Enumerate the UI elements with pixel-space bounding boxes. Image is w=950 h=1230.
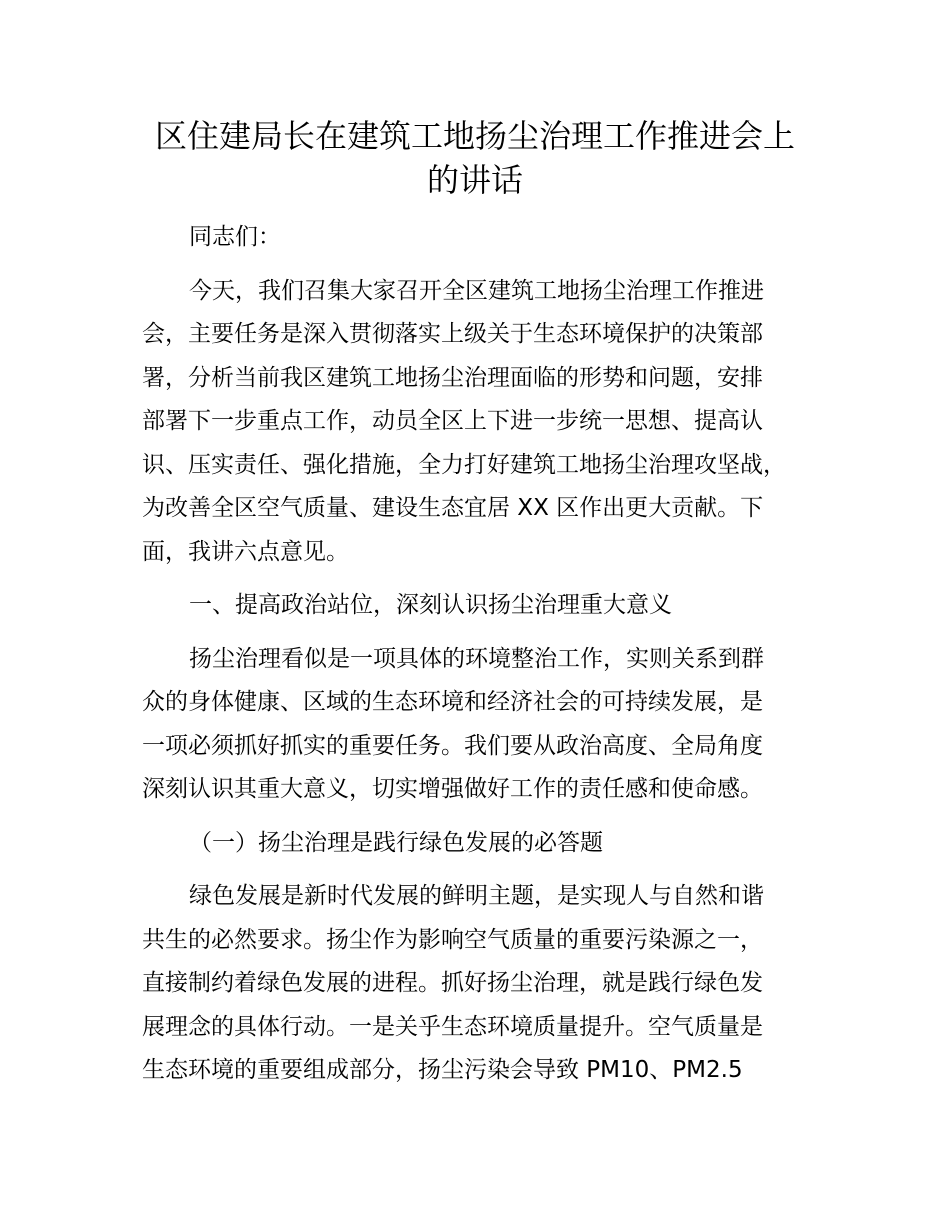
paragraph-gap (142, 634, 832, 644)
text-line: 生态环境的重要组成部分，扬尘污染会导致 PM10、PM2.5 (142, 1057, 743, 1083)
section-paragraph (142, 644, 832, 818)
subsection-heading: （一）扬尘治理是践行绿色发展的必答题 (189, 829, 603, 856)
section-heading: 一、提高政治站位，深刻认识扬尘治理重大意义 (189, 592, 672, 618)
paragraph-gap (142, 580, 832, 590)
text-line: 署，分析当前我区建筑工地扬尘治理面临的形势和问题，安排 (142, 364, 763, 391)
text-line: 深刻认识其重大意义，切实增强做好工作的责任感和使命感。 (142, 776, 763, 802)
text-line: 会，主要任务是深入贯彻落实上级关于生态环境保护的决策部 (142, 321, 763, 347)
text-line: 绿色发展是新时代发展的鲜明主题，是实现人与自然和谐 (189, 883, 764, 909)
paragraph-gap (142, 871, 832, 881)
title-line: 的讲话 (426, 161, 523, 199)
salutation: 同志们： (189, 224, 281, 250)
text-line: 扬尘治理看似是一项具体的环境整治工作，实则关系到群 (189, 645, 764, 672)
document-title (140, 114, 810, 202)
paragraph-gap (142, 818, 832, 828)
text-line: 众的身体健康、区域的生态环境和经济社会的可持续发展，是 (142, 689, 763, 715)
text-line: 识、压实责任、强化措施，全力打好建筑工地扬尘治理攻坚战， (142, 451, 786, 478)
intro-paragraph (142, 276, 832, 581)
text-line: 为改善全区空气质量、建设生态宜居 XX 区作出更大贡献。下 (142, 495, 764, 521)
text-line: 一项必须抓好抓实的重要任务。我们要从政治高度、全局角度 (142, 732, 763, 759)
text-line: 直接制约着绿色发展的进程。抓好扬尘治理，就是践行绿色发 (142, 970, 763, 996)
text-line: 部署下一步重点工作，动员全区上下进一步统一思想、提高认 (142, 408, 763, 434)
text-line: 面，我讲六点意见。 (142, 538, 349, 565)
text-line: 展理念的具体行动。一是关乎生态环境质量提升。空气质量是 (142, 1013, 763, 1040)
text-line: 今天，我们召集大家召开全区建筑工地扬尘治理工作推进 (189, 277, 764, 304)
title-line: 区住建局长在建筑工地扬尘治理工作推进会上 (154, 117, 795, 155)
document-body (142, 222, 832, 1099)
text-line: 共生的必然要求。扬尘作为影响空气质量的重要污染源之一， (142, 926, 763, 953)
subsection-paragraph (142, 881, 832, 1099)
paragraph-gap (142, 266, 832, 276)
